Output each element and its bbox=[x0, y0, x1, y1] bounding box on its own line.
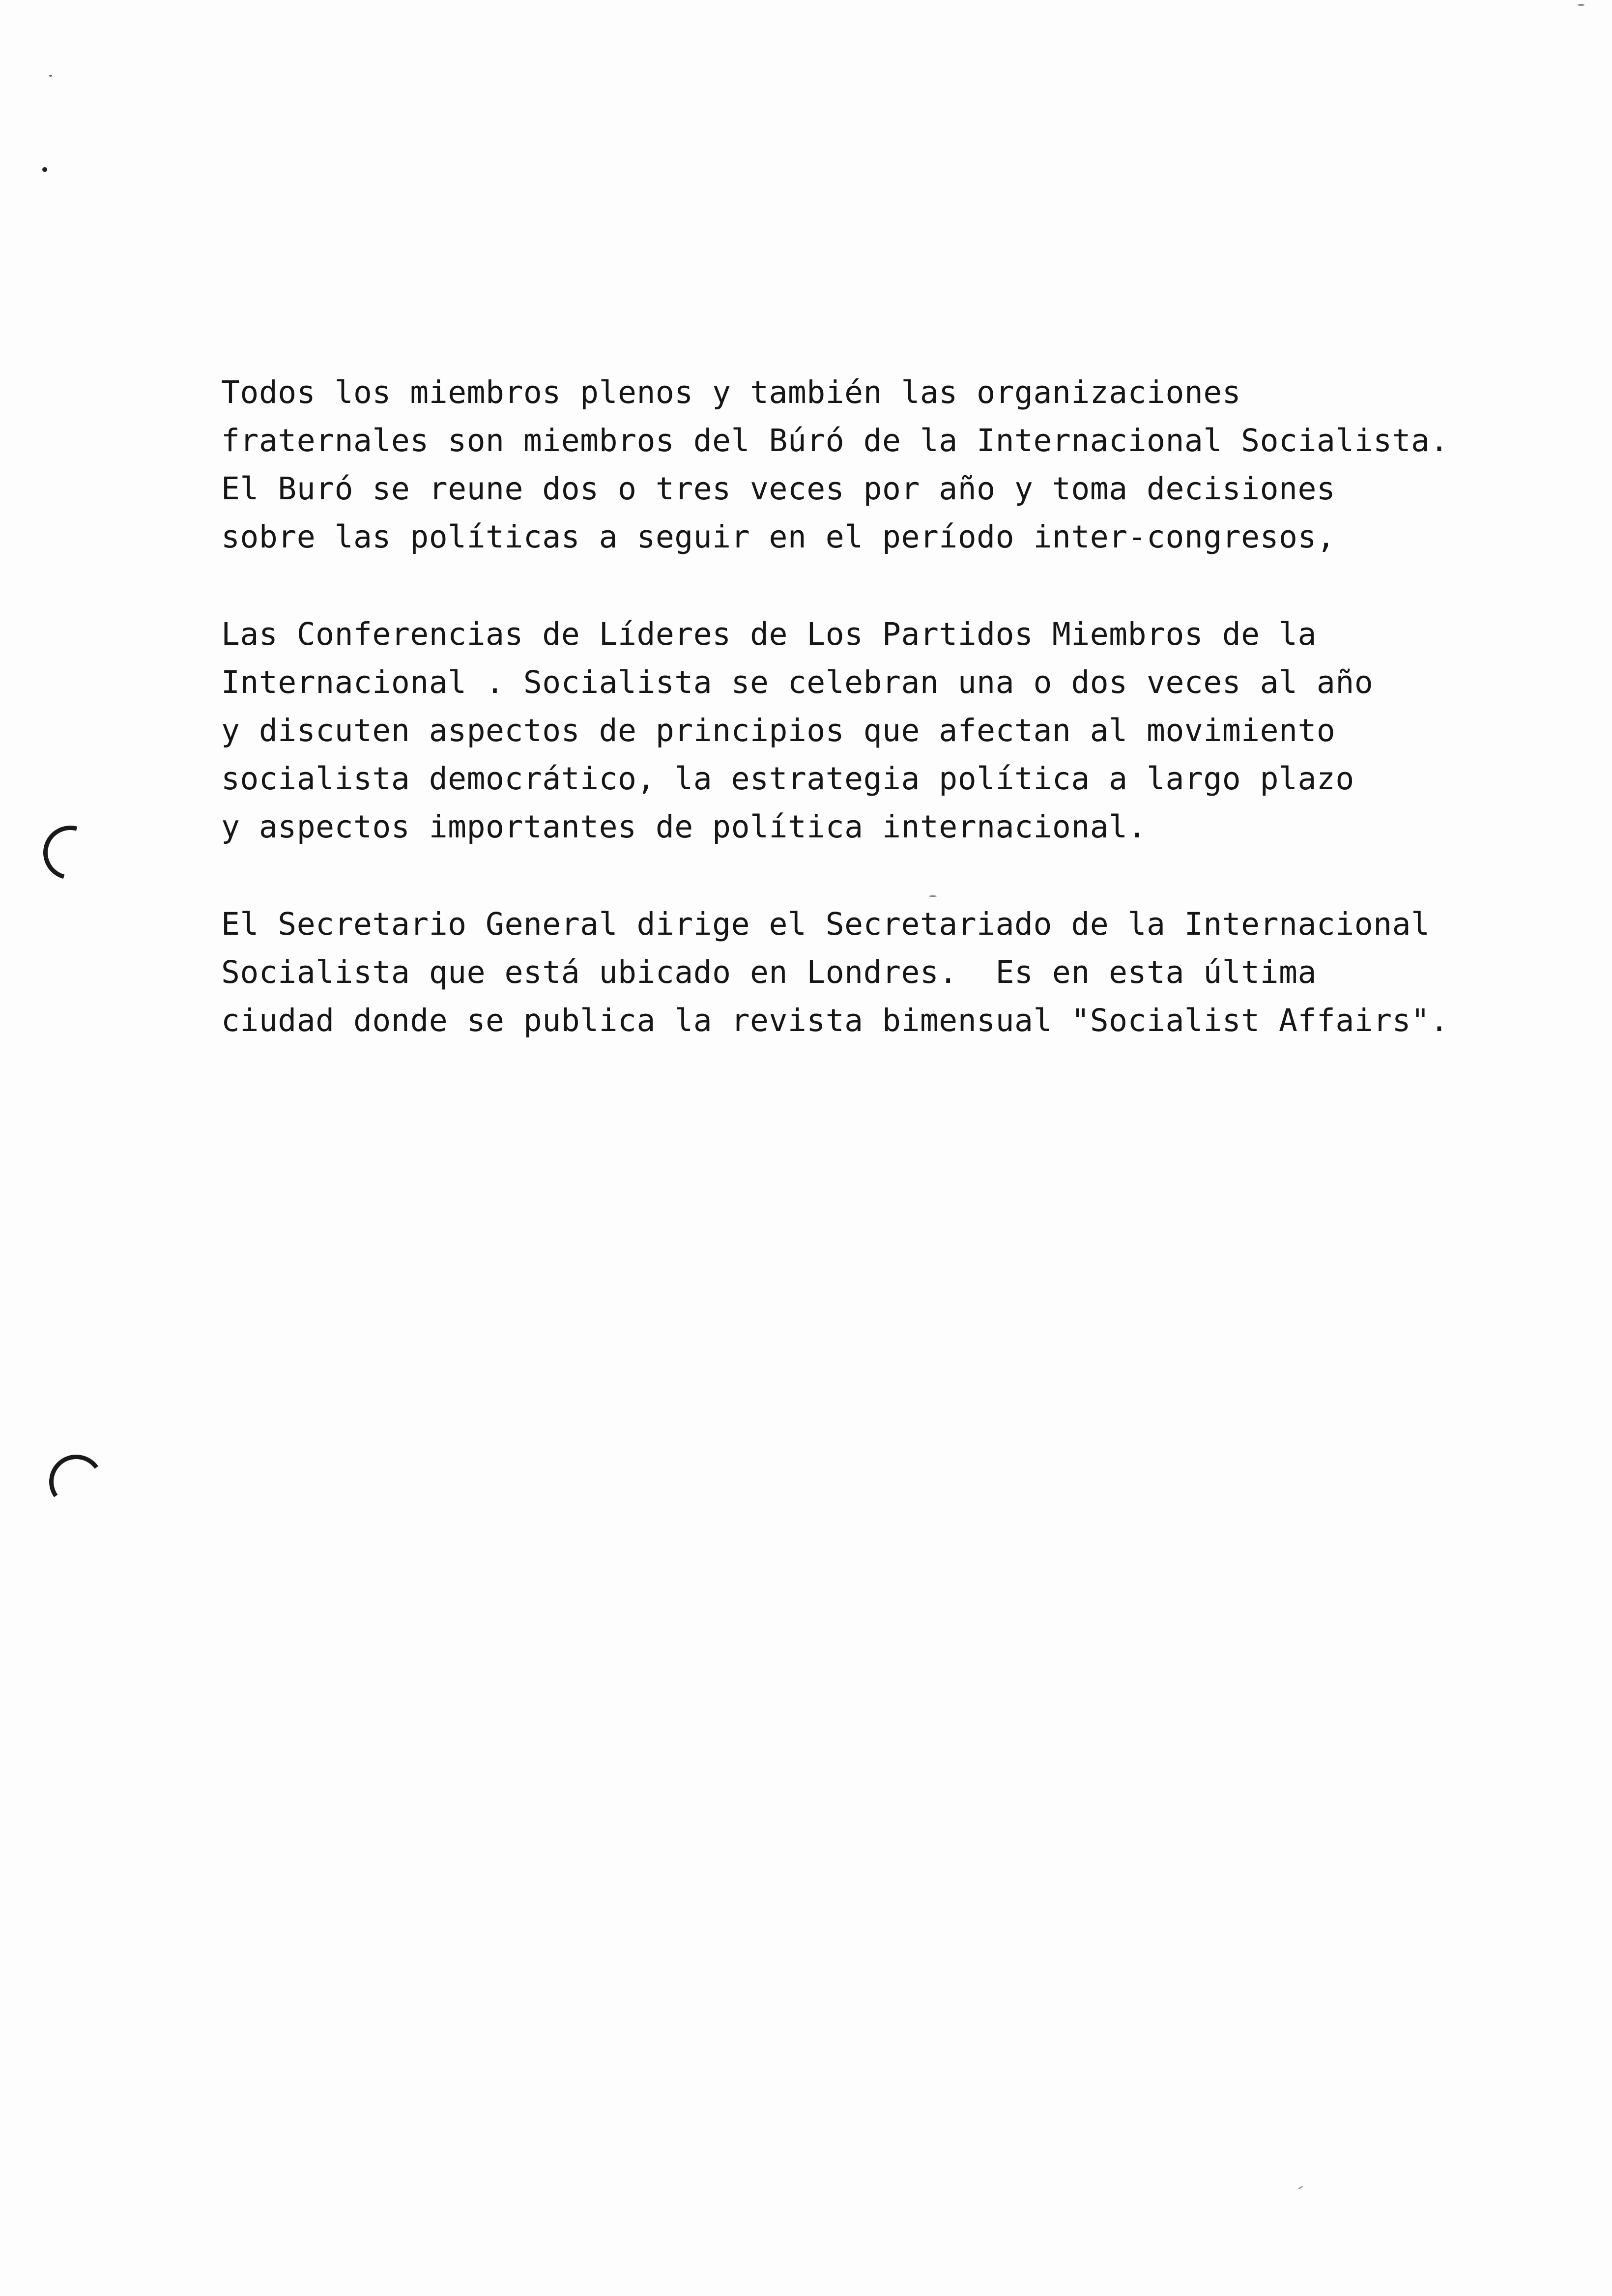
text-line: sobre las políticas a seguir en el período inter-congresos, bbox=[221, 519, 1336, 555]
text-line: Las Conferencias de Líderes de Los Partidos Miembros de la bbox=[221, 616, 1317, 652]
text-line: Todos los miembros plenos y también las organizaciones bbox=[221, 374, 1241, 410]
text-line: y aspectos importantes de política internacional. bbox=[221, 809, 1147, 845]
text-line: El Buró se reune dos o tres veces por año y toma decisiones bbox=[221, 471, 1336, 507]
text-line: Socialista que está ubicado en Londres. Es en esta última bbox=[221, 954, 1317, 990]
text-line: fraternales son miembros del Búró de la Internacional Socialista. bbox=[221, 423, 1449, 459]
punch-hole-icon bbox=[33, 816, 107, 890]
scan-speck bbox=[1297, 2185, 1303, 2190]
document-body bbox=[221, 369, 1578, 1094]
scan-speck bbox=[1578, 4, 1584, 6]
paragraph-bureau bbox=[221, 369, 1578, 561]
paragraph-leaders-conferences bbox=[221, 610, 1578, 851]
punch-hole-icon bbox=[45, 1450, 107, 1513]
scan-speck bbox=[49, 75, 52, 77]
text-line: El Secretario General dirige el Secretariado de la Internacional bbox=[221, 906, 1430, 942]
paragraph-secretariat bbox=[221, 900, 1578, 1045]
text-line: Internacional . Socialista se celebran una o dos veces al año bbox=[221, 664, 1374, 700]
scan-speck bbox=[42, 167, 47, 172]
text-line: ciudad donde se publica la revista bimensual "Socialist Affairs". bbox=[221, 1003, 1449, 1038]
text-line: socialista democrático, la estrategia política a largo plazo bbox=[221, 761, 1354, 797]
text-line: y discuten aspectos de principios que afectan al movimiento bbox=[221, 713, 1336, 748]
